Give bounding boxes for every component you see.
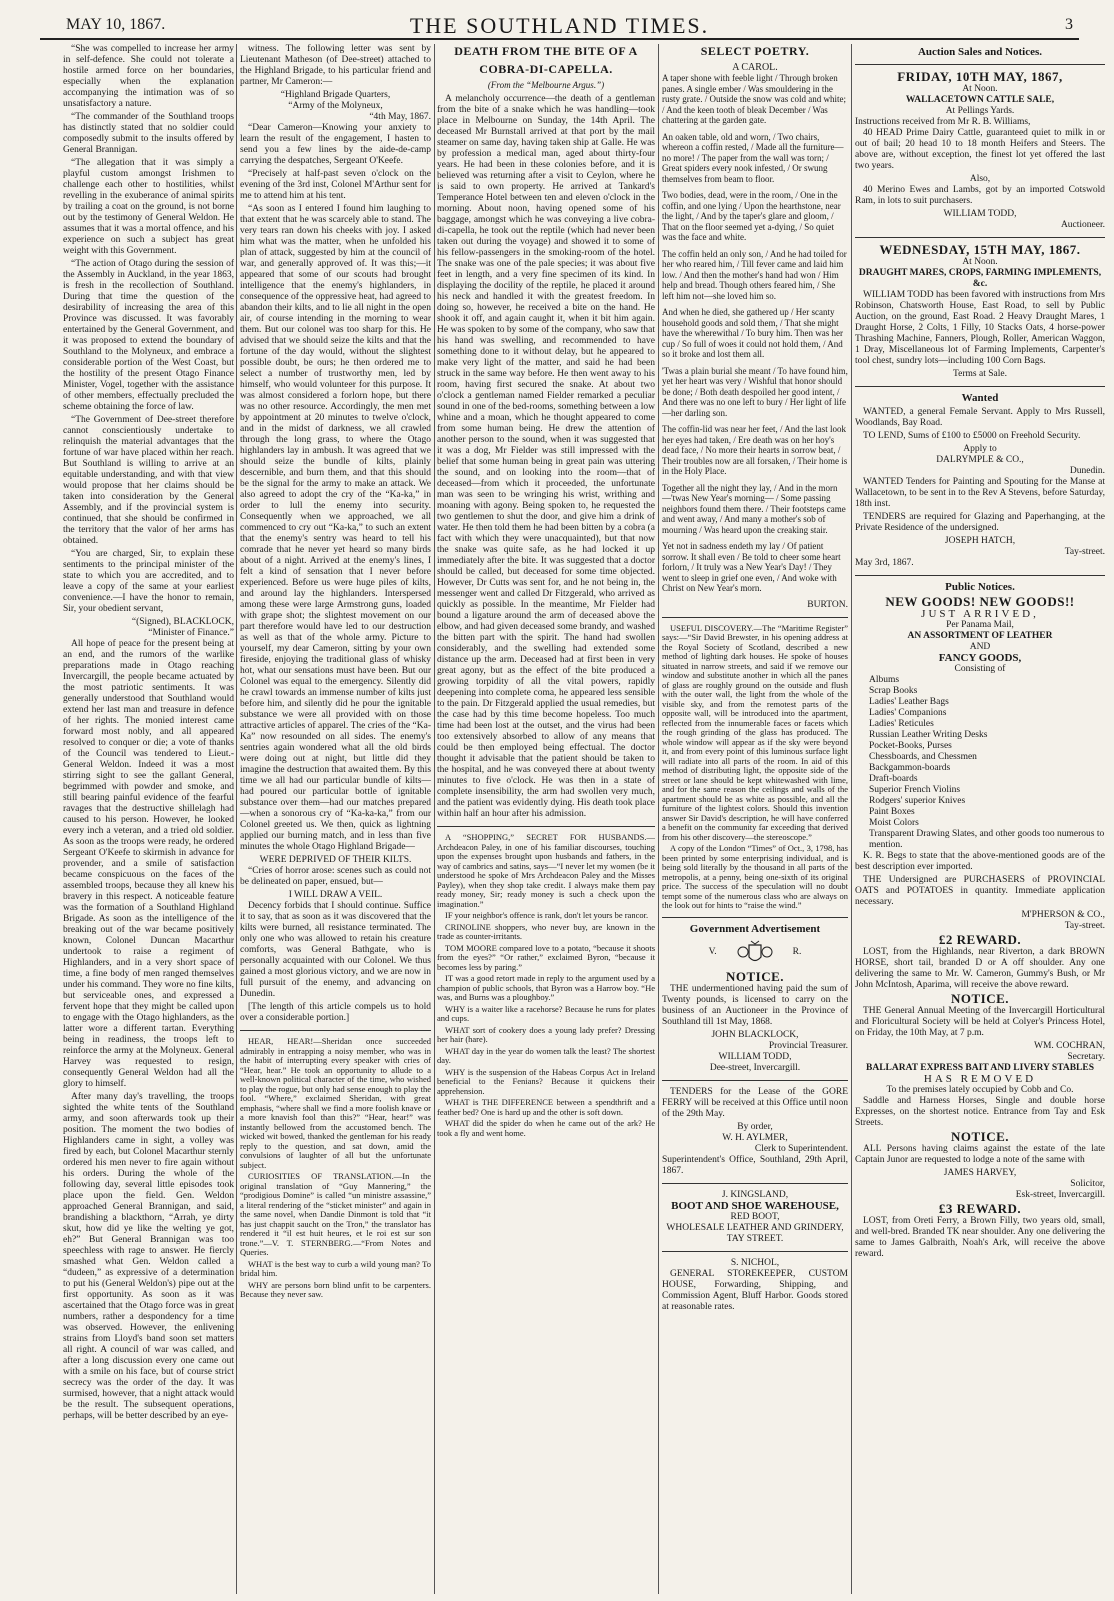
filler-paragraph: WHAT is the best way to curb a wild young man? To bridal him. bbox=[240, 1258, 431, 1278]
article-paragraph: After many day's travelling, the troops sighted the white tents of the Southland army, and soon afterwards took up their position. The moment the two bodies of Highlanders came in sight, a volley was fired by each, but Colonel Macarthur sternly ordered his men never to fire again without his orders. During the whole of the following day, several little episodes took place upon the field. Gen. Weldon approached General Brannigan, and said, brandishing a blackthorn, “Arrah, ye dirty skut, how did ye like the welting ye got, eh?” But General Brannigan was too speechless with rage to answer. He fiercly smashed what Gen. Weldon called a “dudeen,” as expressive of a determination to put his (General Weldon's) pipe out at the first opportunity. As soon as it was ascertained that the Otago force was in great numbers, rather a despondency for a time was observed. However, the enlivening strains from Lloyd's band soon set matters all right. A council of war was called, and after a long discussion every one came out with a smile on his face, but of course strict secrecy was the order of the day. It was surmised, however, that a night attack would be the result. The subsequent operations, perhaps, will be better described by an eye- bbox=[63, 1092, 234, 1421]
list-item: Transparent Drawing Slates, and other goods too numerous to mention. bbox=[869, 829, 1105, 850]
issue-date: MAY 10, 1867. bbox=[66, 16, 166, 33]
letter-address: “Highland Brigade Quarters, bbox=[280, 90, 391, 100]
list-item: Rodgers' superior Knives bbox=[869, 796, 966, 806]
ad-note: Also, bbox=[969, 174, 991, 184]
ad-signature: W. H. AYLMER, bbox=[722, 1132, 788, 1143]
article-source: (From the “Melbourne Argus.”) bbox=[487, 80, 605, 90]
ad-paragraph: TENDERS for the Lease of the GORE FERRY will be received at this Office until noon of the 29th May. bbox=[662, 1086, 848, 1119]
filler-paragraph: WHAT did the spider do when he came out of the ark? He took a fly and went home. bbox=[437, 1118, 655, 1138]
article-paragraph: “Cries of horror arose: scenes such as could not be delineated on paper, ensued, but— bbox=[240, 866, 431, 887]
ad-heading: BOOT AND SHOE WAREHOUSE, bbox=[671, 1199, 839, 1212]
coat-letter: R. bbox=[792, 947, 802, 957]
poem-author: BURTON. bbox=[807, 599, 848, 610]
ad-paragraph: WANTED Tenders for Painting and Spouting for the Manse at Wallacetown, to be sent in to the Rev A Stevens, before Saturday, 18th inst. bbox=[855, 477, 1105, 509]
newspaper-title: THE SOUTHLAND TIMES. bbox=[409, 13, 710, 38]
royal-coat-of-arms bbox=[662, 939, 848, 967]
letter-date: “4th May, 1867. bbox=[369, 112, 431, 122]
column-rule bbox=[236, 44, 237, 1594]
ad-paragraph: THE General Annual Meeting of the Invercargill Horticultural and Floricultural Society will be held at Colyer's Princess Hotel, on Friday, the 10th May, at 7 p.m. bbox=[855, 1006, 1105, 1038]
divider bbox=[662, 917, 848, 918]
divider bbox=[662, 617, 848, 618]
filler-paragraph: IT was a good retort made in reply to the argument used by a champion of public schools, that Byron was a Harrow boy. “He was, and Burns was a ploughboy.” bbox=[437, 973, 655, 1002]
ad-note: AND bbox=[969, 642, 991, 652]
section-title: SELECT POETRY. bbox=[700, 44, 810, 58]
divider bbox=[240, 1030, 431, 1031]
ad-name: J. KINGSLAND, bbox=[721, 1189, 789, 1200]
poem-stanza: Together all the night they lay, / And in the morn—'twas New Year's morning— / Some passing neighbors found them there. / Their footsteps came and went away, / And many a mother's sob of mourning / Was heard upon the creaking stair. bbox=[662, 482, 846, 535]
article-paragraph: “Dear Cameron—Knowing your anxiety to learn the result of the engagement, I hasten to send you a few lines by the aide-de-camp carrying the despatches, Sergeant O'Keefe. bbox=[240, 123, 431, 166]
filler-paragraph: IF your neighbor's offence is rank, don't let yours be rancor. bbox=[445, 910, 649, 920]
list-item: Superior French Violins bbox=[869, 785, 961, 795]
list-item: Pocket-Books, Purses bbox=[869, 741, 952, 751]
list-item: Chessboards, and Chessmen bbox=[869, 752, 977, 762]
poem-title: A CAROL. bbox=[732, 62, 778, 73]
column-1 bbox=[63, 44, 234, 1594]
ad-paragraph: THE undermentioned having paid the sum of Twenty pounds, is licensed to carry on the business of an Auctioneer in the Province of Southland till 1st May, 1868. bbox=[662, 983, 848, 1027]
ad-note: Per Panama Mail, bbox=[946, 620, 1014, 630]
article-paragraph: “You are charged, Sir, to explain these sentiments to the principal minister of the state to which you are accredited, and to leave a copy of the same at your earliest convenience.—I have the honor to remain, Sir, your obedient servant, bbox=[63, 549, 234, 614]
column-rule bbox=[658, 44, 659, 1594]
divider bbox=[437, 826, 655, 827]
article-paragraph: “The commander of the Southland troops has distinctly stated that no soldier could composedly submit to the insults offered by General Brannigan. bbox=[63, 112, 234, 155]
article-headline: DEATH FROM THE BITE OF A bbox=[454, 44, 638, 58]
ad-heading: BALLARAT EXPRESS BAIT AND LIVERY STABLES bbox=[866, 1063, 1094, 1073]
notice-heading: NOTICE. bbox=[725, 968, 785, 984]
ad-headline: NEW GOODS! NEW GOODS!! bbox=[885, 594, 1075, 609]
list-item: Backgammon-boards bbox=[869, 763, 951, 773]
auction-date: FRIDAY, 10TH MAY, 1867, bbox=[897, 69, 1063, 84]
filler-paragraph: WHY is a waiter like a racehorse? Because he runs for plates and cups. bbox=[437, 1003, 655, 1023]
list-item: Ladies' Companions bbox=[869, 708, 947, 718]
ad-heading: FANCY GOODS, bbox=[938, 652, 1022, 664]
column-rule bbox=[851, 44, 852, 1594]
ad-role: Secretary. bbox=[1067, 1052, 1105, 1062]
coat-letter: V. bbox=[708, 947, 717, 957]
ad-paragraph: TO LEND, Sums of £100 to £5000 on Freehold Security. bbox=[863, 431, 1081, 441]
auction-heading: WALLACETOWN CATTLE SALE, bbox=[905, 95, 1055, 105]
subheading: I WILL DRAW A VEIL. bbox=[288, 890, 383, 900]
coat-of-arms-icon bbox=[735, 939, 775, 967]
section-title: Wanted bbox=[961, 392, 999, 404]
ad-note: Consisting of bbox=[954, 664, 1006, 674]
ad-role: Provincial Treasurer. bbox=[768, 1040, 848, 1051]
poem-stanza: 'Twas a plain burial she meant / To have found him, yet her heart was very / Wishful that honor should be done; / Both death despoiled her good intent, / And there was no one left to bury / Her light of life—her darling son. bbox=[662, 365, 848, 418]
filler-paragraph: A “SHOPPING,” SECRET FOR HUSBANDS.—Archdeacon Paley, in one of his familiar discourses, touching upon the expenses brought upon husbands and fathers, in the way of cambrics and satins, says—“I never let my women (be it understood he spoke of Mrs Archdeacon Paley and the Misses Payley), when they shop take credit. I always make them pay ready money, Sir; ready money is such a check upon the imagination.” bbox=[437, 832, 655, 909]
notice-heading: NOTICE. bbox=[950, 991, 1010, 1006]
ad-signature: JOSEPH HATCH, bbox=[944, 536, 1016, 546]
column-rule bbox=[434, 44, 435, 1594]
divider bbox=[662, 1183, 848, 1184]
poem-stanza: Yet not in sadness endeth my lay / Of patient sorrow. It shall even / Be told to cheer some heart forlorn, / It truly was a New Year's Day! / They went to sleep in grief one even, / And woke with Christ on New Year's morn. bbox=[662, 541, 841, 593]
auction-date: WEDNESDAY, 15TH MAY, 1867. bbox=[879, 242, 1081, 257]
ad-headline: HAS REMOVED bbox=[923, 1073, 1037, 1085]
divider bbox=[855, 64, 1105, 65]
poem-stanza: The coffin held an only son, / And he had toiled for her who reared him, / Till fever came and laid him low. / And then the mother's hand had won / Him help and bread. Though others feared him, / She left him not—she loved him so. bbox=[662, 248, 847, 301]
ad-subheading: RED BOOT, bbox=[730, 1211, 780, 1222]
filler-paragraph: WHAT day in the year do women talk the least? The shortest day. bbox=[437, 1045, 655, 1065]
divider bbox=[855, 575, 1105, 576]
divider bbox=[855, 237, 1105, 238]
divider bbox=[855, 386, 1105, 387]
reward-heading: £2 REWARD. bbox=[938, 932, 1022, 947]
list-item: Scrap Books bbox=[869, 686, 918, 696]
ad-subheading: WHOLESALE LEATHER AND GRINDERY, bbox=[666, 1222, 844, 1233]
ad-headline: JUST ARRIVED, bbox=[921, 608, 1039, 620]
article-paragraph: A melancholy occurrence—the death of a gentleman from the bite of a snake which he was handling—took place in Melbourne on Sunday, the 14th April. The deceased Mr Burnstall arrived at that port by the mail steamer on same day, having taken ship at Galle. He was by profession a medical man, aged about thirty-four years. He had been in these colonies before, and it is believed was returning after a visit to Ceylon, where he is said to own property. He arrived at Tankard's Temperance Hotel between ten and eleven o'clock in the morning. About noon, having opened some of his baggage, amongst which he was conveying a live cobra-di-capella, he took out the reptile (which had never been taken out during the voyage) and showed it to some of his fellow-passengers in the smoking-room of the hotel. The snake was one of the pale species; it was about five feet in length, and a very fine specimen of its kind. In displaying the docility of the reptile, he placed it around his neck and handled it with the greatest freedom. In doing so, however, he received a bite on the hand. He shook it off, and again caught it, when it bit him again. He was spoken to by some of the company, who saw that his hand was swelling, and recommended to have something done to it without delay, but he appeared to make very light of the matter, and said he had been struck in the same way before. He then went away to his room, having first secured the snake. At about two o'clock a gentleman named Fielder remarked a peculiar sound in one of the bed-rooms, something between a low whine and a moan, which he thought appeared to come from some human being. He drew the attention of another person to the sound, when it was suggested that it was a dog, Mr Fielder was still impressed with the belief that some human being in great pain was uttering the sound, and on looking into the room—that of deceased—from which it proceeded, the unfortunate man was seen to be wringing his wrist, writhing and moaning with agony. Being spoken to, he requested the two gentlemen to shut the door, and give him a drink of water. He then told them he had been bitten by a cobra (a fact with which they were unacquainted), but that now the snake was quite safe, as he had locked it up immediately after the bite. It was suggested that a doctor should be called, but deceased for some time objected. However, Dr Cutts was sent for, and he not being in, the messenger went and called Dr Fitzgerald, who arrived as quickly as possible. In the meantime, Mr Fielder had bound a ligature around the arm of deceased above the elbow, and had given deceased some brandy, and washed the bitten part with the spirit. The hand had swollen considerably, and the swelling had extended some distance up the arm. Deceased had at first been in very great agony, but as the effect of the bite produced a growing torpidity of all the vital powers, rapidly deepening into complete coma, he appeared less sensible to the pain. Dr Fitzgerald applied the usual remedies, but the case had by this time become hopeless. Too much time had been lost at the outset, and the virus had been too extensively absorbed to allow of any means that could be then employed being effectual. The doctor thought it advisable that the patient should be taken to the hospital, and he was conveyed there at about twenty minutes to five o'clock. He was then in a state of complete insensibility, the arm had swollen very much, and the patient was evidently dying. His death took place within half an hour after his admission. bbox=[437, 94, 655, 819]
ad-signature: WM. COCHRAN, bbox=[1034, 1041, 1105, 1051]
ad-place: Tay-street. bbox=[1064, 547, 1105, 557]
filler-paragraph: CRINOLINE shoppers, who never buy, are known in the trade as counter-irritants. bbox=[437, 921, 655, 941]
section-title: Auction Sales and Notices. bbox=[917, 46, 1043, 58]
article-paragraph: “The allegation that it was simply a playful custom amongst Irishmen to challenge each other to hostilities, whilst revelling in the exuberance of animal spirits by trailing a coat on the ground, is not borne out by the testimony of General Weldon. He assumes that it was a mortal offence, and his experience on such a subject has great weight with this Government. bbox=[63, 158, 234, 256]
article-paragraph: “She was compelled to increase her army in self-defence. She could not tolerate a hostile armed force on her boundaries, especially when the explanation accompanying the intimation was of so unsatisfactory a nature. bbox=[63, 44, 234, 109]
ad-paragraph: THE Undersigned are PURCHASERS of PROVINCIAL OATS and POTATOES in quantity. Immediate application necessary. bbox=[855, 875, 1105, 907]
list-item: Albums bbox=[869, 675, 900, 685]
ad-paragraph: WILLIAM TODD has been favored with instructions from Mrs Robinson, Chatsworth House, East Road, to sell by Public Auction, on the ground, East Road. 2 Heavy Draught Mares, 1 Draught Horse, 2 Colts, 1 Filly, 10 Stacks Oats, 4 horse-power Thrashing Machine, Fanners, Plough, Roller, American Waggon, 1 Dray, Miscellaneous lot of Farming Implements, Carpenter's tool chest, sundry lots—including 100 Corn Bags. bbox=[855, 290, 1105, 366]
ad-note: Apply to bbox=[963, 444, 997, 454]
ad-role: Clerk to Superintendent. bbox=[754, 1143, 848, 1154]
ad-note: To the premises lately occupied by Cobb and Co. bbox=[886, 1085, 1074, 1095]
ad-signature: JAMES HARVEY, bbox=[943, 1168, 1017, 1178]
poem-stanza: The coffin-lid was near her feet, / And the last look her eyes had taken, / Ere death was on her hoy's dead face, / No more their hearts in sorrow beat, / Their troubles now are all forsaken, / Their home is in the Holy Place. bbox=[662, 424, 848, 476]
ad-place: Dee-street, Invercargill. bbox=[709, 1062, 801, 1073]
ad-paragraph: LOST, from Oreti Ferry, a Brown Filly, two years old, small, and well-bred. Branded TK near shoulder. Any one delivering the same to James Galbraith, Noah's Ark, will receive the above reward. bbox=[855, 1216, 1105, 1259]
ad-name: S. NICHOL, bbox=[730, 1257, 780, 1268]
poem-stanza: An oaken table, old and worn, / Two chairs, whereon a coffin rested, / Made all the furniture—no more! / The paper from the wall was torn; / Great spiders every nook infested, / Or swung themselves from beam to floor. bbox=[662, 131, 844, 184]
ad-heading: AN ASSORTMENT OF LEATHER bbox=[907, 631, 1053, 641]
signature-title: “Minister of Finance.” bbox=[148, 628, 234, 638]
filler-paragraph: WHAT sort of cookery does a young lady prefer? Dressing her hair (hare). bbox=[437, 1024, 655, 1044]
section-title: Public Notices. bbox=[945, 581, 1015, 593]
ad-place: Tay-street. bbox=[1064, 921, 1105, 931]
divider bbox=[662, 1251, 848, 1252]
ad-signature: DALRYMPLE & CO., bbox=[936, 455, 1024, 465]
list-item: Ladies' Reticules bbox=[869, 719, 934, 729]
ad-signature: M'PHERSON & CO., bbox=[1021, 910, 1105, 920]
auctioneer-name: WILLIAM TODD, bbox=[943, 209, 1017, 219]
auction-instructions: Instructions received from Mr R. B. Williams, bbox=[855, 117, 1031, 127]
divider bbox=[662, 1080, 848, 1081]
ad-address: TAY STREET. bbox=[726, 1233, 784, 1244]
ad-note: Terms at Sale. bbox=[953, 369, 1007, 379]
subheading: WERE DEPRIVED OF THEIR KILTS. bbox=[259, 855, 412, 865]
ad-paragraph: 40 Merino Ewes and Lambs, got by an imported Cotswold Ram, in lots to suit purchasers. bbox=[855, 185, 1105, 206]
auction-location: At Pellings Yards. bbox=[945, 106, 1015, 116]
article-paragraph: witness. The following letter was sent by Lieutenant Matheson (of Dee-street) attached to the Highland Brigade, to his particular friend and partner, Mr Cameron:— bbox=[240, 44, 431, 87]
letter-address: “Army of the Molyneux, bbox=[288, 101, 383, 111]
auction-time: At Noon. bbox=[962, 84, 998, 94]
ad-signature: JOHN BLACKLOCK, bbox=[711, 1029, 799, 1040]
article-paragraph: Decency forbids that I should continue. Suffice it to say, that as soon as it was discovered that the kilts were burned, all resistance terminated. The only one who was allowed to retain his creature comforts, was General Bathgate, who is personally acquainted with our Colonel. We thus gained a most glorious victory, and we are now in full pursuit of the enemy, and advancing on Dunedin. bbox=[240, 901, 431, 999]
article-paragraph: “The action of Otago during the session of the Assembly in Auckland, in the year 1863, is fresh in the recollection of Southland. During that time the question of the desirability of increasing the area of this Province was discussed. It was favorably entertained by the General Government, and it was proposed to extend the boundary of Southland to the Molyneux, and embrace a considerable portion of the West Coast, but the hostility of the present Otago Finance Minister, Vogel, together with the assistance of other members, effectually precluded the scheme obtaining the force of law. bbox=[63, 259, 234, 412]
ad-date: May 3rd, 1867. bbox=[855, 558, 914, 568]
poem-stanza: Two bodies, dead, were in the room, / One in the coffin, and one lying / Upon the hearthstone, near the light, / And by the taper's glare and gloom, / That on the floor seemed yet a-dying, / So quiet was the face and white. bbox=[662, 190, 841, 242]
filler-paragraph: TOM MOORE compared love to a potato, “because it shoots from the eyes?” “Or rather,” exclaimed Byron, “because it becomes less by paring.” bbox=[437, 942, 655, 972]
filler-paragraph: WHAT is THE DIFFERENCE between a spendthrift and a feather bed? One is hard up and the other is soft down. bbox=[437, 1097, 655, 1117]
list-item: Moist Colors bbox=[869, 818, 919, 828]
list-item: Russian Leather Writing Desks bbox=[869, 730, 988, 740]
masthead bbox=[40, 12, 1079, 40]
filler-paragraph: CURIOSITIES OF TRANSLATION.—In the original translation of “Guy Mannering,” the “prodigious Domine” is called “un ministre assassine,” a literal rendering of the “sticket minister” and again in the same novel, when Dandie Dinmont is told that “it has just chappit saucht on the Tron,” the translator has rendered it “il est huit heures, et le roi est sur son trone.”—V. T. STERNBERG.—“From Notes and Queries. bbox=[240, 1171, 431, 1257]
editor-note: [The length of this article compels us to hold over a considerable portion.] bbox=[240, 1002, 431, 1023]
auction-time: At Noon. bbox=[962, 257, 998, 267]
ad-paragraph: WANTED, a general Female Servant. Apply to Mrs Russell, Woodlands, Bay Road. bbox=[855, 407, 1105, 428]
column-4 bbox=[662, 44, 848, 1594]
ad-role: Solicitor, bbox=[1070, 1179, 1105, 1189]
ad-note: By order, bbox=[737, 1121, 773, 1132]
ad-place: Superintendent's Office, Southland, 29th April, 1867. bbox=[662, 1154, 848, 1176]
auction-heading: DRAUGHT MARES, CROPS, FARMING IMPLEMENTS, &c. bbox=[858, 268, 1102, 289]
ad-place: Dunedin. bbox=[1069, 466, 1105, 476]
filler-paragraph: USEFUL DISCOVERY.—The “Maritime Register” says:—“Sir David Brewster, in his opening address at the Royal Society of Scotland, described a new method of lighting dark houses. He spoke of houses situated in narrow streets, and said if we remove our window and substitute another in which all the panes of glass are roughly ground on the outside and flush with the outer wall, the light from the whole of the visible sky, and from the remotest parts of the opposite wall, will be introduced into the apartment, reflected from the innumerable faces or facets which the rough grinding of the glass has produced. The whole window will appear as if the sky were beyond it, and from every point of this luminous surface light will radiate into all parts of the room. In aid of this method of distributing light, the opposite side of the street or lane should be kept whitewashed with lime, and for the same reason the ceilings and walls of the apartment should be as white as possible, and all the furniture of the lightest colors. Should this invention answer Sir David's description, he will have conferred a benefit on the community far exceeding that derived from his other discovery—the stereoscope.” bbox=[662, 622, 848, 842]
ad-paragraph: Saddle and Harness Horses, Single and double horse Expresses, on the shortest notice. Entrance from Tay and Esk Streets. bbox=[855, 1096, 1105, 1128]
article-paragraph: “Precisely at half-past seven o'clock on the evening of the 3rd inst, Colonel M'Arthur sent for me to attend him at his tent. bbox=[240, 169, 431, 201]
filler-paragraph: WHY are persons born blind unfit to be carpenters. Because they never saw. bbox=[240, 1279, 431, 1299]
list-item: Draft-boards bbox=[869, 774, 918, 784]
ad-paragraph: 40 HEAD Prime Dairy Cattle, guaranteed quiet to milk in or out of bail; 20 head 10 to 18 month Heifers and Steers. The above are, without exception, the finest lot yet offered the last two years. bbox=[855, 128, 1105, 171]
article-paragraph: “The Government of Dee-street therefore cannot conscientiously undertake to relinquish the material advantages that the fortune of war have placed within her reach. But Southland is willing to arrive at an equitable understanding, and with that view would propose that her claims should be taken into consideration by the General Assembly, and if the provincial system is continued, that she should be confirmed in the territory that the valor of her arms has obtained. bbox=[63, 415, 234, 546]
column-3 bbox=[437, 44, 655, 1594]
column-2 bbox=[240, 44, 431, 1594]
ad-paragraph: LOST, from the Highlands, near Riverton, a dark BROWN HORSE, short tail, branded D or A off shoulder. Any one delivering the same to Mr. W. Cameron, Gummy's Bush, or Mr John McIntosh, Aparima, will receive the above reward. bbox=[855, 947, 1105, 990]
goods-list bbox=[855, 675, 1105, 851]
ad-paragraph: ALL Persons having claims against the estate of the late Captain Junor are requested to lodge a note of the same with bbox=[855, 1144, 1105, 1165]
poem bbox=[662, 73, 848, 594]
column-5 bbox=[855, 44, 1105, 1594]
ad-paragraph: TENDERS are required for Glazing and Paperhanging, at the Private Residence of the undersigned. bbox=[855, 512, 1105, 533]
list-item: Paint Boxes bbox=[869, 807, 915, 817]
filler-paragraph: WHY is the suspension of the Habeas Corpus Act in Ireland beneficial to the Fenians? Because it quickens their apprehension. bbox=[437, 1066, 655, 1096]
poem-stanza: And when he died, she gathered up / Her scanty household goods and sold them, / That she might have the wherewithal / To bury him. Then was her cup / So full of woes it could not hold them, / And so it broke and lost them all. bbox=[662, 307, 843, 359]
ad-name: WILLIAM TODD, bbox=[718, 1051, 792, 1062]
reward-heading: £3 REWARD. bbox=[938, 1201, 1022, 1216]
article-headline: COBRA-DI-CAPELLA. bbox=[479, 62, 613, 76]
article-paragraph: “As soon as I entered I found him laughing to that extent that he was scarcely able to stand. The very tears ran down his cheeks with joy. I asked him what was the matter, when he unfolded his plan of attack, suggested by him at the council of war, and generally approved of. It was this;—it appeared that some of our scouts had brought intelligence that the enemy's highlanders, in consequence of the oppressive heat, had agreed to abandon their kilts, and to lie all night in the open air, of course intending in the morning to wear them. But our colonel was too sharp for this. He advised that we should seize the kilts and that the fortune of the day would, without the slightest possible doubt, be ours; he then ordered me to select a number of trustworthy men, led by himself, who would volunteer for this purpose. It was almost considered a forlorn hope, but there was no other resource. Accordingly, the men met by appointment at 20 minutes to twelve o'clock, and in the midst of darkness, we all crawled through the long grass, to where the Otago highlanders lay in ambush. It was agreed that we should seize the bundle of kilts, plainly descernible, and burn them, and that this should be the signal for the army to make an attack. We also agreed to adopt the cry of the “Ka-ka,” in order to lull the enemy into security. Consequently when we approached, we all commenced to cry out “Ka-ka,” to such an extent that the enemy's sentry was heard to tell his comrade that he never yet heard so many birds about of a night. Arrived at the enemy's lines, I felt a kind of sensation that I never before experienced. Before us were huge piles of kilts, and around lay the highlanders. Interspersed among these were large Armstrong guns, loaded with grape shot; the slightest movement on our part therefore would have led to our destruction as well as that of the whole army. Picture to yourself, my dear Cameron, sitting by your own fireside, enjoying the traditional glass of whisky hot, what our sensations must have been. But our Colonel was equal to the emergency. Silently did he crawl towards an immense number of kilts just before him, and silently did he pour the ignitable substance we were all provided with on those attractive articles of apparel. The cries of the “Ka-Ka” now resounded on all sides. The enemy's sentries again wondered what all the old birds were doing out at night, but little did they imagine the destruction that awaited them. By this time we all had our particular bundle of kilts—had poured our particular bottle of ignitable substance over them—had our matches prepared—when a sonorous cry of “Ka-ka-ka,” from our Colonel greeted us. We then, quick as lightning applied our burning match, and in less than five minutes the whole Otago Highland Brigade— bbox=[240, 204, 431, 852]
notice-heading: NOTICE. bbox=[950, 1129, 1010, 1144]
ad-paragraph: K. R. Begs to state that the above-mentioned goods are of the best description ever imported. bbox=[855, 851, 1105, 872]
signature: “(Signed), BLACKLOCK, bbox=[131, 617, 234, 627]
ad-paragraph: GENERAL STOREKEEPER, CUSTOM HOUSE, Forwarding, Shipping, and Commission Agent, Bluff Harbor. Goods stored at reasonable rates. bbox=[662, 1268, 848, 1312]
page-number: 3 bbox=[1065, 16, 1073, 33]
ad-role: Auctioneer. bbox=[1060, 220, 1105, 230]
list-item: Ladies' Leather Bags bbox=[869, 697, 949, 707]
filler-paragraph: A copy of the London “Times” of Oct., 3, 1798, has been printed by some enterprising individual, and is being sold literally by the thousand in all parts of the metropolis, at a penny, being one-sixth of its original price. The success of the speculation will no doubt tempt some of the numerous class who are always on the look out for hints to “raise the wind.” bbox=[662, 843, 848, 910]
section-title: Government Advertisement bbox=[689, 922, 821, 935]
article-paragraph: All hope of peace for the present being at an end, and the rumors of the warlike preparations made in Otago reaching Invercargill, the people became actuated by the most patriotic sentiments. It was generally understood that Southland would extend her last man and treasure in defence of her rights. The monied interest came forward most nobly, and all appeared resolved to conquer or die; a vote of thanks of the Council was tendered to Lieut.-General Weldon. Indeed it was a most stirring sight to see the gallant General, begrimmed with powder and smoke, and still bearing painful evidence of the fearful ravages that the destructive shillelagh had caused to his person. However, he looked every inch a veteran, and a tried old soldier. As soon as the troops were ready, he ordered Sergeant O'Keefe to skirmish in advance for provender, and a smile of satisfaction became conspicuous on the faces of the assembled troops, because they all knew his bravery in this respect. A noticeable feature was the formation of a Southland Highland Brigade. As soon as the intelligence of the breaking out of the war became positively known, Colonel Duncan Macarthur undertook to raise a regiment of Highlanders, and in a very short space of time, a fine body of men ranged themselves under his command. They wore no fine kilts, but serviceable ones, and expressed a fervent hope that they might be called upon to engage with the Otago highlanders, as the latter wore a different tartan. Everything being in readiness, the troops left to reinforce the army at the Molyneux. General Harvey was requested to resign, consequently General Weldon had all the glory to himself. bbox=[63, 639, 234, 1089]
ad-place: Esk-street, Invercargill. bbox=[1015, 1190, 1105, 1200]
filler-paragraph: HEAR, HEAR!—Sheridan once succeeded admirably in entrapping a noisy member, who was in the habit of interrupting every speaker with cries of “Hear, hear.” He took an opportunity to allude to a well-known political character of the time, who wished to play the rogue, but only had sense enough to play the fool. “Where,” exclaimed Sheridan, with great emphasis, “where shall we find a more foolish knave or a more knavish fool than this?” “Hear, hear!” was instantly bellowed from the accustomed bench. The wicked wit bowed, thanked the gentleman for his ready reply to the question, and sat down, amid the convulsions of laughter of all but the unfortunate subject. bbox=[240, 1036, 431, 1170]
poem-stanza: A taper shone with feeble light / Through broken panes. A single ember / Was smouldering in the rusty grate. / Outside the snow was cold and white; / And the keen tooth of bleak December / Was chattering at the garden gate. bbox=[662, 73, 846, 125]
